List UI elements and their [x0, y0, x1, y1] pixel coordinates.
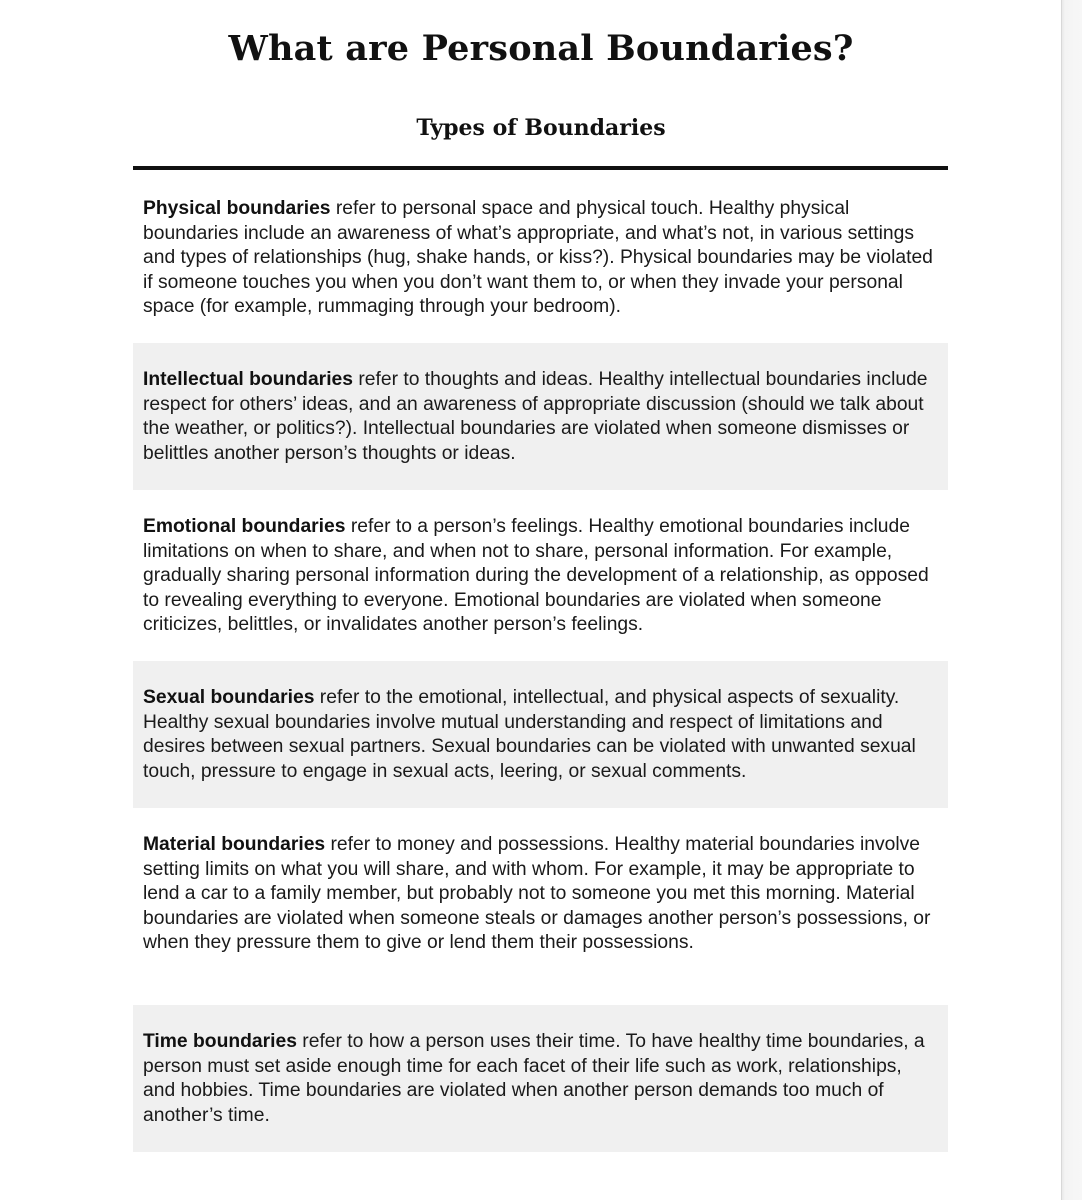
physical-boundaries-block [133, 172, 948, 343]
paragraph [143, 515, 938, 638]
term-description: refer to how a person uses their time. To have healthy time boundaries, a person must set aside enough time for each facet of their life such as work, relationships, and hobbies. Time boundaries are violated when another person demands too much of another’s time. [143, 1031, 925, 1126]
term-description: refer to the emotional, intellectual, and physical aspects of sexuality. Healthy sexual boundaries involve mutual understanding and respect of limitations and desires between sexual partners. Sexual boundaries can be violated with unwanted sexual touch, pressure to engage in sexual acts, leering, or sexual comments. [143, 687, 916, 782]
term-label: Material boundaries [143, 834, 326, 855]
sexual-boundaries-block [133, 661, 948, 808]
section-heading: Types of Boundaries [416, 115, 666, 141]
term-description: refer to money and possessions. Healthy material boundaries involve setting limits on what you will share, and with whom. For example, it may be appropriate to lend a car to a family member, but probably not to someone you met this morning. Material boundaries are violated when someone steals or damages another person’s possessions, or when they pressure them to give or lend them their possessions. [143, 834, 931, 953]
time-boundaries-block [133, 1005, 948, 1152]
page-edge-shadow [1061, 0, 1082, 1200]
term-label: Intellectual boundaries [143, 369, 353, 390]
divider-rule [133, 166, 948, 170]
intellectual-boundaries-block [133, 343, 948, 490]
term-label: Emotional boundaries [143, 516, 346, 537]
page-title: What are Personal Boundaries? [228, 28, 854, 69]
emotional-boundaries-block [133, 490, 948, 661]
paragraph [143, 686, 938, 784]
term-description: refer to personal space and physical touch. Healthy physical boundaries include an awareness of what’s appropriate, and what’s not, in various settings and types of relationships (hug, shake hands, or kiss?). Physical boundaries may be violated if someone touches you when you don’t want them to, or when they invade your personal space (for example, rummaging through your bedroom). [143, 198, 933, 317]
term-label: Sexual boundaries [143, 687, 315, 708]
paragraph [143, 368, 938, 466]
paragraph [143, 1030, 938, 1128]
material-boundaries-block [133, 808, 948, 1005]
term-label: Physical boundaries [143, 198, 331, 219]
paragraph [143, 833, 938, 956]
term-description: refer to a person’s feelings. Healthy emotional boundaries include limitations on when to share, and when not to share, personal information. For example, gradually sharing personal information during the development of a relationship, as opposed to revealing everything to everyone. Emotional boundaries are violated when someone criticizes, belittles, or invalidates another person’s feelings. [143, 516, 929, 635]
term-description: refer to thoughts and ideas. Healthy intellectual boundaries include respect for others’ ideas, and an awareness of appropriate discussion (should we talk about the weather, or politics?). Intellectual boundaries are violated when someone dismisses or belittles another person’s thoughts or ideas. [143, 369, 928, 464]
term-label: Time boundaries [143, 1031, 297, 1052]
paragraph [143, 197, 938, 320]
